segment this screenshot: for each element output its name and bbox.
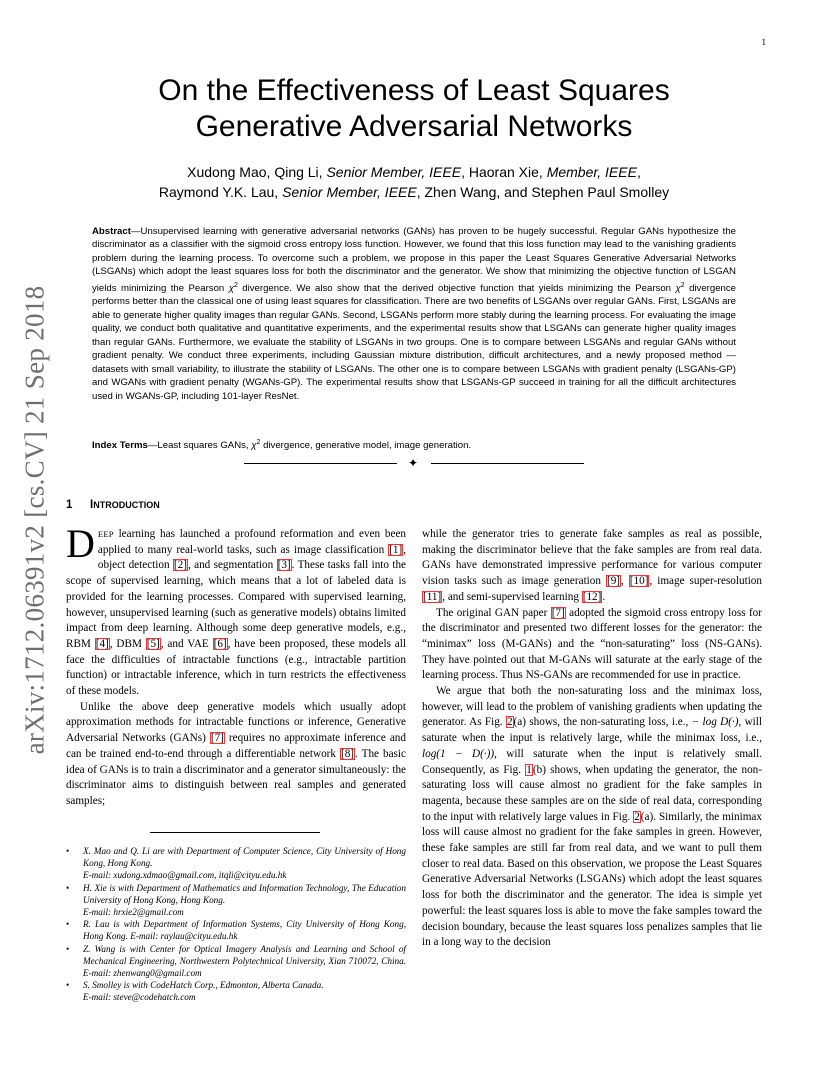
body-text: The original GAN paper xyxy=(436,606,551,619)
body-text: , object detection xyxy=(97,543,406,572)
body-text: , DBM xyxy=(109,637,146,650)
separator-diamond-icon: ✦ xyxy=(408,456,419,470)
citation-link[interactable]: [11] xyxy=(423,590,442,603)
footnote-text: S. Smolley is with CodeHatch Corp., Edmonton, Alberta Canada. xyxy=(83,980,324,991)
body-text: learning has launched a profound reformation and even been applied to many real-world tasks, such as image classification xyxy=(97,528,406,556)
citation-link[interactable]: [8] xyxy=(340,747,355,760)
chi-symbol: χ xyxy=(251,440,257,452)
arxiv-identifier: arXiv:1712.06391v2 [cs.CV] 21 Sep 2018 xyxy=(19,285,50,755)
figure-link[interactable]: 2 xyxy=(634,810,640,823)
title-line-1: On the Effectiveness of Least Squares xyxy=(158,74,670,107)
arxiv-sidebar xyxy=(20,285,50,755)
superscript: 2 xyxy=(256,439,261,446)
body-text: (a) shows, the non-saturating loss, i.e., xyxy=(513,716,692,729)
intro-paragraph-2 xyxy=(66,700,406,810)
separator-line-right xyxy=(431,463,584,464)
author-line-2 xyxy=(90,182,738,202)
footnote-item xyxy=(66,882,406,919)
body-text: . xyxy=(602,590,606,603)
footnote-text: X. Mao and Q. Li are with Department of Computer Science, City University of Hong Kong, Hong Kong. xyxy=(83,846,406,869)
footnote-text: Z. Wang is with Center for Optical Imagery Analysis and Learning and School of Mechanical Engineering, Northwestern Polytechnical University, Xian 710072, China. E-mail: zhenwang0@gmail.com xyxy=(83,943,406,979)
footnote-email: E-mail: hrxie2@gmail.com xyxy=(83,907,184,918)
intro-paragraph-5 xyxy=(422,684,762,951)
body-text: , will saturate when the input is relatively large, while the minimax loss, i.e., xyxy=(422,716,762,745)
page-number: 1 xyxy=(761,37,766,47)
footnote-text: R. Lau is with Department of Information Systems, City University of Hong Kong, Hong Kong. E-mail: raylau@cityu.edu.hk xyxy=(83,919,406,942)
body-text: adopted the sigmoid cross entropy loss for the discriminator and presented two different losses for the generator: the “minimax” loss (M-GANs) and the “non-saturating” loss (NS-GANs). They have pointed out that M-GANs will saturate at the early stage of the learning process. Thus NS-GANs are recommended for use in practice. xyxy=(422,606,762,682)
author-footnotes xyxy=(66,845,406,1004)
citation-link[interactable]: [4] xyxy=(95,637,109,650)
intro-paragraph-4 xyxy=(422,606,762,685)
body-text: Unlike the above deep generative models which usually adopt approximation methods for intractable functions or inference, Generative Adversarial Networks (GANs) xyxy=(66,700,406,745)
math-expression: log(1 − D(·)) xyxy=(422,747,495,760)
footnote-email: E-mail: xudong.xdmao@gmail.com, itqli@cityu.edu.hk xyxy=(83,870,287,881)
author-title: Senior Member, IEEE xyxy=(282,184,417,200)
index-terms-label: Index Terms xyxy=(92,440,148,452)
footnote-item xyxy=(66,918,406,942)
author-line-1 xyxy=(90,162,738,182)
footnote-text: H. Xie is with Department of Mathematics and Information Technology, The Education University of Hong Kong, Hong Kong. xyxy=(83,882,406,905)
citation-link[interactable]: [1] xyxy=(389,543,403,556)
body-text: , image super-resolution xyxy=(649,575,762,588)
body-text: . These tasks fall into the scope of supervised learning, which means that a lot of labeled data is provided for the learning processes. Compared with supervised learning, however, unsupervised learning (such as generative models) obtains limited impact from deep learning. Although some deep generative models, e.g., RBM xyxy=(66,559,406,650)
body-text: , and segmentation xyxy=(187,559,277,572)
chi-symbol: χ xyxy=(675,283,681,294)
author-title: Senior Member, IEEE xyxy=(326,164,462,180)
citation-link[interactable]: [9] xyxy=(606,575,621,588)
body-text: , have been proposed, these models all face the difficulties of intractable functions (e.g., intractable partition function) or intractable inference, which in turn restricts the effectiveness of these models. xyxy=(66,637,406,698)
drop-cap: D xyxy=(66,521,95,566)
author-names: , xyxy=(636,164,641,180)
author-names: , Zhen Wang, and Stephen Paul Smolley xyxy=(416,184,670,200)
body-text: . The basic idea of GANs is to train a discriminator and a generator simultaneously: the discriminator aims to distinguish between real samples and generated samples; xyxy=(66,747,406,807)
author-list xyxy=(90,162,738,202)
index-terms-text: —Least squares GANs, xyxy=(147,440,252,452)
citation-link[interactable]: [12] xyxy=(582,590,602,603)
intro-paragraph-3 xyxy=(422,527,762,606)
author-names: Xudong Mao, Qing Li, xyxy=(187,164,327,180)
superscript: 2 xyxy=(233,281,238,289)
body-text: , xyxy=(621,575,629,588)
abstract-label: Abstract xyxy=(92,226,131,237)
footnote-item xyxy=(66,979,406,1003)
body-text: , and semi-supervised learning xyxy=(442,590,582,603)
body-text: requires no approximate inference and can be trained end-to-end through a differentiable network xyxy=(66,732,406,760)
citation-link[interactable]: [7] xyxy=(551,606,565,619)
footnote-rule xyxy=(150,832,320,833)
footnote-item xyxy=(66,943,406,980)
section-separator xyxy=(244,456,584,470)
citation-link[interactable]: [2] xyxy=(173,559,187,572)
left-column xyxy=(66,521,406,810)
footnote-item xyxy=(66,845,406,882)
author-names: Raymond Y.K. Lau, xyxy=(158,184,283,200)
title-line-2: Generative Adversarial Networks xyxy=(195,110,633,143)
intro-paragraph-1 xyxy=(66,521,406,700)
abstract xyxy=(92,225,736,403)
small-caps-lead: EEP xyxy=(97,529,114,539)
body-text: while the generator tries to generate fake samples as real as possible, making the discriminator believe that the fake samples are from real data. GANs have demonstrated impressive performance for various computer vision tasks such as image generation xyxy=(422,528,762,588)
section-title-first: I xyxy=(90,499,94,511)
body-text: (a). Similarly, the minimax loss will cause almost no gradient for the fake samples in green. However, these fake samples are still far from real data, and we want to pull them closer to real data. Based on this observation, we propose the Least Squares Generative Adversarial Networks (LSGANs) which adopt the least squares loss for both the discriminator and the generator. The idea is simple yet powerful: the least squares loss is able to move the fake samples toward the decision boundary, because the least squares loss penalizes samples that lie in a long way to the decision xyxy=(422,810,762,949)
section-number: 1 xyxy=(66,499,73,511)
body-text: We argue that both the non-saturating loss and the minimax loss, however, will lead to the problem of vanishing gradients when updating the generator. As Fig. xyxy=(422,685,762,729)
chi-symbol: χ xyxy=(228,283,234,294)
right-column xyxy=(422,527,762,951)
section-title-rest: NTRODUCTION xyxy=(93,500,160,510)
body-text: , and VAE xyxy=(160,637,213,650)
citation-link[interactable]: [5] xyxy=(146,637,160,650)
citation-link[interactable]: [6] xyxy=(213,637,227,650)
abstract-text: —Unsupervised learning with generative adversarial networks (GANs) has proven to be hugely successful. Regular GANs hypothesize the discriminator as a classifier with the sigmoid cross entropy loss function. However, we found that this loss function may lead to the vanishing gradients problem during the learning process. To overcome such a problem, we propose in this paper the Least Squares Generative Adversarial Networks (LSGANs) which adopt the least squares loss for both the discriminator and the generator. We show that minimizing the objective function of LSGAN yields minimizing the Pearson xyxy=(92,226,736,294)
separator-line-left xyxy=(244,463,397,464)
index-terms-text: divergence, generative model, image generation. xyxy=(260,440,472,452)
abstract-text: divergence. We also show that the derived objective function that yields minimizing the Pearson xyxy=(237,283,676,294)
section-heading xyxy=(66,499,160,511)
citation-link[interactable]: [7] xyxy=(210,732,224,745)
body-text: , will saturate when the input is relatively small. Consequently, as Fig. xyxy=(422,747,763,776)
citation-link[interactable]: [3] xyxy=(277,559,291,572)
figure-link[interactable]: 2 xyxy=(506,716,513,729)
footnote-email: E-mail: steve@codehatch.com xyxy=(83,992,196,1003)
index-terms xyxy=(92,436,736,452)
body-text: (b) shows, when updating the generator, the non-saturating loss will cause almost no gradient for the fake samples in magenta, because these samples are on the side of real data, corresponding to the input with relatively large values in Fig. xyxy=(422,763,762,823)
author-names: , Haoran Xie, xyxy=(461,164,547,180)
figure-link[interactable]: 1 xyxy=(526,763,532,776)
author-title: Member, IEEE xyxy=(546,164,637,180)
paper-title xyxy=(100,73,728,145)
superscript: 2 xyxy=(680,281,685,289)
abstract-text: divergence performs better than the classical one of using least squares for classification. There are two benefits of LSGANs over regular GANs. First, LSGANs are able to generate higher quality images than regular GANs. Second, LSGANs perform more stably during the learning process. For evaluating the image quality, we conduct both qualitative and quantitative experiments, and the experimental results show that LSGANs can generate higher quality images than regular GANs. Furthermore, we evaluate the stability of LSGANs in two groups. One is to compare between LSGANs and regular GANs without gradient penalty. We conduct three experiments, including Gaussian mixture distribution, difficult architectures, and a newly proposed method — datasets with small variability, to illustrate the stability of LSGANs. The other one is to compare between LSGANs with gradient penalty (LSGANs-GP) and WGANs with gradient penalty (WGANs-GP). The experimental results show that LSGANs-GP succeed in training for all the difficult architectures used in WGANs-GP, including 101-layer ResNet. xyxy=(92,283,736,402)
math-expression: − log D(·) xyxy=(691,716,739,729)
citation-link[interactable]: [10] xyxy=(629,575,649,588)
